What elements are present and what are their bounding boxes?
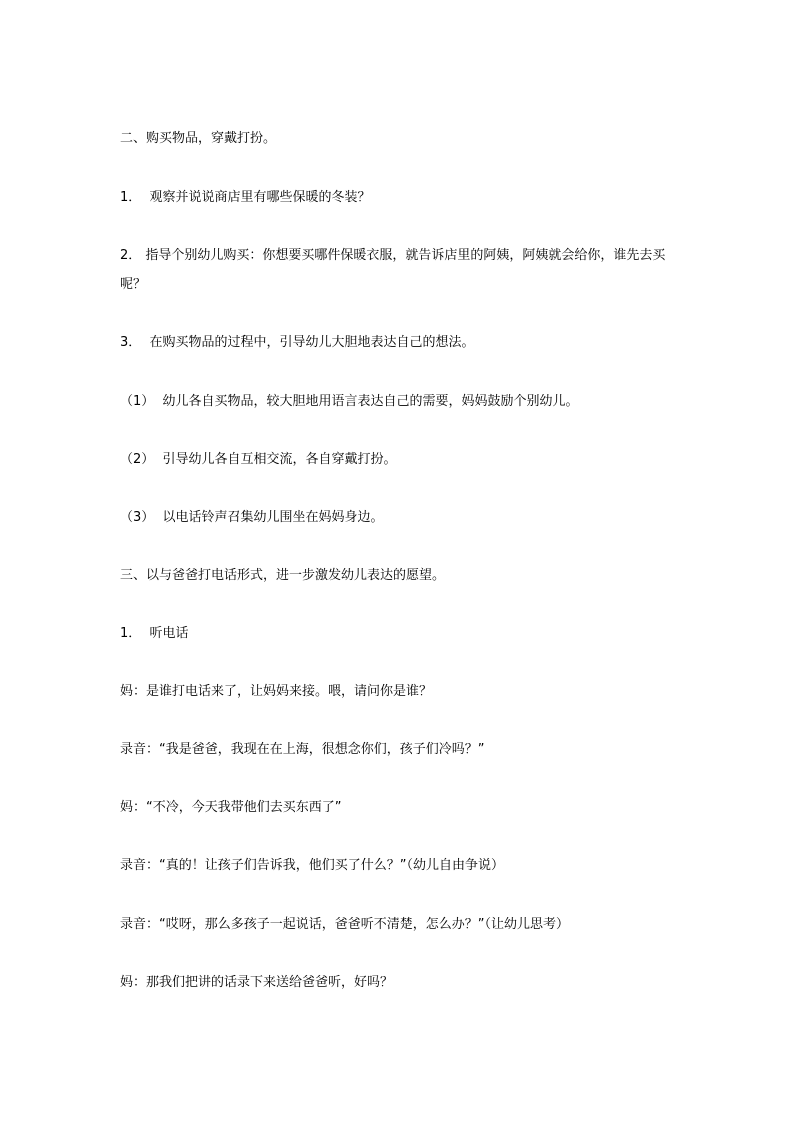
dialogue-line-4: 录音：“真的！让孩子们告诉我，他们买了什么？”（幼儿自由争说） xyxy=(120,858,504,873)
dialogue-line-6: 妈：那我们把讲的话录下来送给爸爸听，好吗？ xyxy=(120,975,394,990)
dialogue-line-3: 妈：“不冷，今天我带他们去买东西了” xyxy=(120,800,342,815)
sub-item-2: （2） 引导幼儿各自互相交流，各自穿戴打扮。 xyxy=(120,452,397,467)
list-item-3: 3． 在购买物品的过程中，引导幼儿大胆地表达自己的想法。 xyxy=(120,335,475,350)
list-item-listen-phone: 1． 听电话 xyxy=(120,626,189,641)
sub-item-3: （3） 以电话铃声召集幼儿围坐在妈妈身边。 xyxy=(120,510,384,525)
dialogue-line-2: 录音：“我是爸爸，我现在在上海，很想念你们，孩子们冷吗？” xyxy=(120,742,485,757)
dialogue-line-1: 妈：是谁打电话来了，让妈妈来接。喂，请问你是谁？ xyxy=(120,684,433,699)
sub-item-1: （1） 幼儿各自买物品，较大胆地用语言表达自己的需要，妈妈鼓励个别幼儿。 xyxy=(120,394,579,409)
section-heading-3: 三、以与爸爸打电话形式，进一步激发幼儿表达的愿望。 xyxy=(120,568,446,583)
dialogue-line-5: 录音：“哎呀，那么多孩子一起说话，爸爸听不清楚，怎么办？”（让幼儿思考） xyxy=(120,917,569,932)
list-item-1: 1． 观察并说说商店里有哪些保暖的冬装？ xyxy=(120,190,371,205)
list-item-2: 2． 指导个别幼儿购买：你想要买哪件保暖衣服，就告诉店里的阿姨，阿姨就会给你，谁先去买呢？ xyxy=(120,248,666,292)
section-heading-2: 二、购买物品，穿戴打扮。 xyxy=(120,131,277,146)
